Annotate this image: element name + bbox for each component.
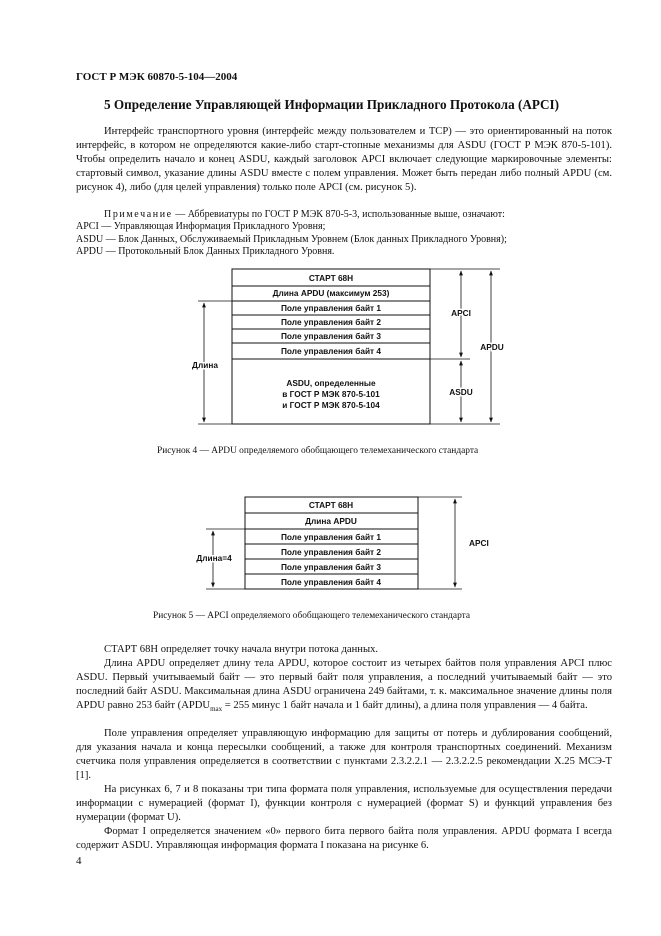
fig4-apci-label: APCI — [451, 308, 471, 318]
fig5-apci-label: APCI — [469, 538, 489, 548]
fig5-length-label: Длина=4 — [196, 553, 232, 563]
figure-4-caption: Рисунок 4 — APDU определяемого обобщающего телемеханического стандарта — [157, 446, 479, 456]
figure-5-table — [245, 497, 418, 589]
fig4-length-label: Длина — [192, 360, 218, 370]
fig4-row-ctrl1: Поле управления байт 1 — [280, 303, 382, 313]
fig4-asdu-line1: ASDU, определенные — [286, 378, 376, 388]
note-item-apdu: APDU — Протокольный Блок Данных Прикладного Уровня. — [76, 246, 335, 258]
fig4-asdu-label: ASDU — [449, 387, 473, 397]
fig5-row-ctrl1: Поле управления байт 1 — [280, 532, 382, 542]
apdu-max-subscript: max — [210, 705, 223, 714]
body-paragraph-2 — [76, 657, 612, 716]
fig4-apdu-label: APDU — [480, 342, 504, 352]
body-paragraph-4: На рисунках 6, 7 и 8 показаны три типа формата поля управления, используемые для осуществления передачи информации с нумерацией (формат I), функции контроля с нумерацией (формат S) и функций управления без нумерации (формат U). — [76, 784, 612, 824]
note-item-apci: APCI — Управляющая Информация Прикладного Уровня; — [76, 221, 326, 233]
figure-5-caption: Рисунок 5 — APCI определяемого обобщающего телемеханического стандарта — [153, 611, 471, 621]
body-paragraph-3: Поле управления определяет управляющую информацию для защиты от потерь и дублирования сообщений, для указания начала и конца пересылки сообщений, а также для контроля транспортных соединений. Механизм счетчика поля управления определяется в соответствии с пунктами 2.3.2.2.1 — 2.3.2.2.5 рекомендации X.25 МСЭ-Т [1]. — [76, 728, 612, 782]
fig4-asdu-line3: и ГОСТ Р МЭК 870-5-104 — [282, 400, 380, 410]
section-title: 5 Определение Управляющей Информации Прикладного Протокола (APCI) — [104, 97, 559, 112]
fig4-row-length: Длина APDU (максимум 253) — [272, 288, 390, 298]
document-header: ГОСТ Р МЭК 60870-5-104—2004 — [76, 71, 238, 83]
fig5-row-ctrl3: Поле управления байт 3 — [280, 562, 382, 572]
intro-paragraph: Интерфейс транспортного уровня (интерфейс между пользователем и TCP) — это ориентированный на поток интерфейс, в котором не определяются какие-либо старт-стопные механизмы для ASDU (ГОСТ Р МЭК 870-5-101). Чтобы определить начало и конец ASDU, каждый заголовок APCI включает следующие маркировочные элементы: стартовый символ, указание длины ASDU вместе с полем управления. Может быть передан либо полный APDU (см. рисунок 4), либо (для целей управления) только поле APCI (см. рисунок 5). — [76, 126, 612, 194]
fig5-row-ctrl2: Поле управления байт 2 — [280, 547, 382, 557]
note-item-asdu: ASDU — Блок Данных, Обслуживаемый Прикладным Уровнем (Блок данных Прикладного Уровня); — [76, 233, 507, 245]
fig5-row-ctrl4: Поле управления байт 4 — [280, 577, 382, 587]
body-paragraph-2-a: Длина APDU определяет длину тела APDU, которое состоит из четырех байтов поля управления APCI плюс ASDU. Первый учитываемый байт — это первый байт поля управления, а последний учитываемый байт — это последний байт ASDU. Максимальная длина ASDU ограничена 249 байтами, т. к. максимальное значение длины поля APDU равно 253 байт (APDU — [76, 658, 612, 712]
fig4-row-ctrl4: Поле управления байт 4 — [280, 346, 382, 356]
fig4-row-ctrl3: Поле управления байт 3 — [280, 331, 382, 341]
body-paragraph-2-b: = 255 минус 1 байт начала и 1 байт длины), а длина поля управления — 4 байта. — [222, 700, 588, 712]
note-lead-text: — Аббревиатуры по ГОСТ Р МЭК 870-5-3, использованные выше, означают: — [172, 209, 505, 220]
fig5-row-length: Длина APDU — [305, 516, 357, 526]
fig4-asdu-line2: в ГОСТ Р МЭК 870-5-101 — [282, 389, 380, 399]
fig5-row-start: СТАРТ 68Н — [308, 500, 354, 510]
page-number: 4 — [76, 855, 82, 867]
note-label: Примечание — [104, 209, 173, 220]
fig5-arrows — [206, 497, 462, 589]
body-paragraph-5: Формат I определяется значением «0» первого бита первого байта поля управления. APDU формата I всегда содержит ASDU. Управляющая информация формата I показана на рисунке 6. — [76, 826, 612, 852]
fig4-row-start: СТАРТ 68Н — [308, 273, 354, 283]
fig4-row-ctrl2: Поле управления байт 2 — [280, 317, 382, 327]
body-paragraph-1: СТАРТ 68Н определяет точку начала внутри потока данных. — [104, 644, 379, 655]
